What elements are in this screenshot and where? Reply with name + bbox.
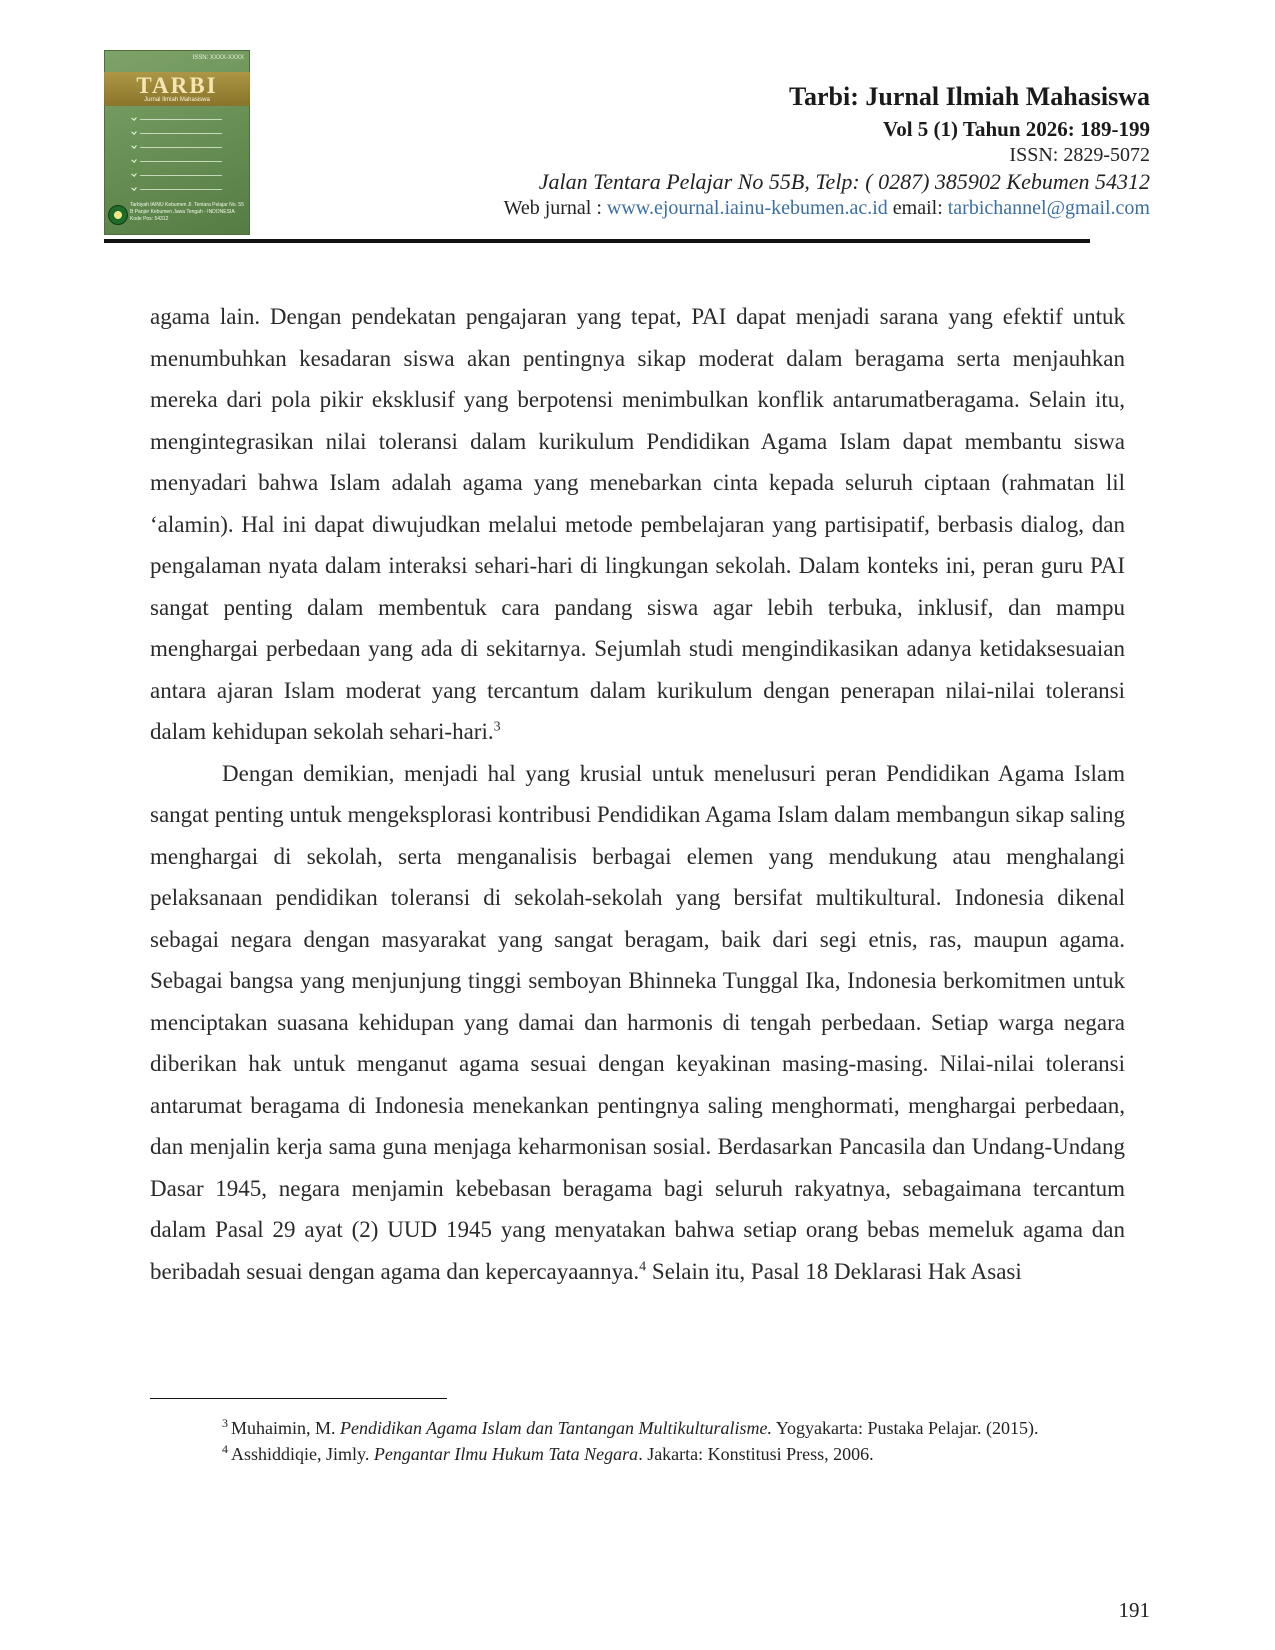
email-label: email:	[887, 197, 948, 219]
cover-contents-list	[140, 116, 222, 200]
cover-list-line	[140, 186, 222, 190]
journal-volume: Vol 5 (1) Tahun 2026: 189-199	[882, 117, 1150, 141]
journal-website-link[interactable]: www.ejournal.iainu-kebumen.ac.id	[606, 197, 888, 219]
header-divider	[104, 239, 1090, 243]
footnote-number: 4	[222, 1442, 228, 1456]
footnotes	[150, 1416, 1125, 1466]
cover-list-line	[140, 116, 222, 120]
footnote-title: Pengantar Ilmu Hukum Tata Negara	[373, 1444, 639, 1464]
footnote-publisher: . Jakarta: Konstitusi Press, 2006.	[638, 1444, 874, 1464]
page-number: 191	[1118, 1598, 1150, 1622]
article-body	[150, 296, 1125, 1292]
cover-list-line	[140, 158, 222, 162]
cover-footer-text: Tarbiyah IAINU Kebumen Jl. Tentara Pelajar No. 55 B Panjer Kebumen Jawa Tengah - INDONESIA Kode Pos: 54312	[130, 202, 244, 222]
journal-web-line	[504, 197, 1150, 220]
body-paragraph	[150, 753, 1125, 1293]
journal-issn: ISSN: 2829-5072	[1009, 144, 1150, 166]
footnote-author: Muhaimin, M.	[231, 1418, 341, 1438]
journal-email-link[interactable]: tarbichannel@gmail.com	[947, 197, 1150, 219]
paragraph-text: agama lain. Dengan pendekatan pengajaran yang tepat, PAI dapat menjadi sarana yang efektif untuk menumbuhkan kesadaran siswa akan pentingnya sikap moderat dalam beragama serta menjauhkan mereka dari pola pikir eksklusif yang berpotensi menimbulkan konflik antarumatberagama. Selain itu, mengintegrasikan nilai toleransi dalam kurikulum Pendidikan Agama Islam dapat membantu siswa menyadari bahwa Islam adalah agama yang menebarkan cinta kepada seluruh ciptaan (rahmatan lil ‘alamin). Hal ini dapat diwujudkan melalui metode pembelajaran yang partisipatif, berbasis dialog, dan pengalaman nyata dalam interaksi sehari-hari di lingkungan sekolah. Dalam konteks ini, peran guru PAI sangat penting dalam membentuk cara pandang siswa agar lebih terbuka, inklusif, dan mampu menghargai perbedaan yang ada di sekitarnya. Sejumlah studi mengindikasikan adanya ketidaksesuaian antara ajaran Islam moderat yang tercantum dalam kurikulum dengan penerapan nilai-nilai toleransi dalam kehidupan sekolah sehari-hari.	[150, 304, 1125, 744]
footnote-reference[interactable]: 4	[639, 1258, 647, 1274]
journal-cover-image	[104, 50, 250, 235]
footnote-publisher: Yogyakarta: Pustaka Pelajar. (2015).	[772, 1418, 1039, 1438]
cover-issn: ISSN: XXXX-XXXX	[192, 55, 244, 61]
footnote-number: 3	[222, 1416, 228, 1430]
paragraph-text-continued: Selain itu, Pasal 18 Deklarasi Hak Asasi	[646, 1258, 1022, 1284]
cover-subtitle: Jurnal Ilmiah Mahasiswa	[144, 97, 210, 103]
footnote	[150, 1442, 1125, 1466]
web-label: Web jurnal :	[503, 197, 607, 219]
footnote-author: Asshiddiqie, Jimly.	[231, 1444, 374, 1464]
body-paragraph	[150, 296, 1125, 753]
footnote-reference[interactable]: 3	[493, 719, 501, 735]
footnote-divider	[150, 1398, 447, 1399]
cover-title: TARBI	[136, 73, 218, 98]
paragraph-text: Dengan demikian, menjadi hal yang krusial untuk menelusuri peran Pendidikan Agama Islam sangat penting untuk mengeksplorasi kontribusi Pendidikan Agama Islam dalam membangun sikap saling menghargai di sekolah, serta menganalisis berbagai elemen yang mendukung atau menghalangi pelaksanaan pendidikan toleransi di sekolah-sekolah yang bersifat multikultural. Indonesia dikenal sebagai negara dengan masyarakat yang sangat beragam, baik dari segi etnis, ras, maupun agama. Sebagai bangsa yang menjunjung tinggi semboyan Bhinneka Tunggal Ika, Indonesia berkomitmen untuk menciptakan suasana kehidupan yang damai dan harmonis di tengah perbedaan. Setiap warga negara diberikan hak untuk menganut agama sesuai dengan keyakinan masing-masing. Nilai-nilai toleransi antarumat beragama di Indonesia menekankan pentingnya saling menghormati, menghargai perbedaan, dan menjalin kerja sama guna menjaga keharmonisan sosial. Berdasarkan Pancasila dan Undang-Undang Dasar 1945, negara menjamin kebebasan beragama bagi seluruh rakyatnya, sebagaimana tercantum dalam Pasal 29 ayat (2) UUD 1945 yang menyatakan bahwa setiap orang bebas memeluk agama dan beribadah sesuai dengan agama dan kepercayaannya.	[150, 760, 1125, 1284]
cover-list-line	[140, 144, 222, 148]
cover-list-line	[140, 172, 222, 176]
footnote	[150, 1416, 1125, 1440]
journal-title: Tarbi: Jurnal Ilmiah Mahasiswa	[789, 82, 1150, 111]
footnote-title: Pendidikan Agama Islam dan Tantangan Multikulturalisme.	[340, 1418, 773, 1438]
cover-list-line	[140, 130, 222, 134]
journal-address: Jalan Tentara Pelajar No 55B, Telp: ( 0287) 385902 Kebumen 54312	[538, 169, 1150, 194]
institution-emblem-icon	[108, 205, 128, 225]
